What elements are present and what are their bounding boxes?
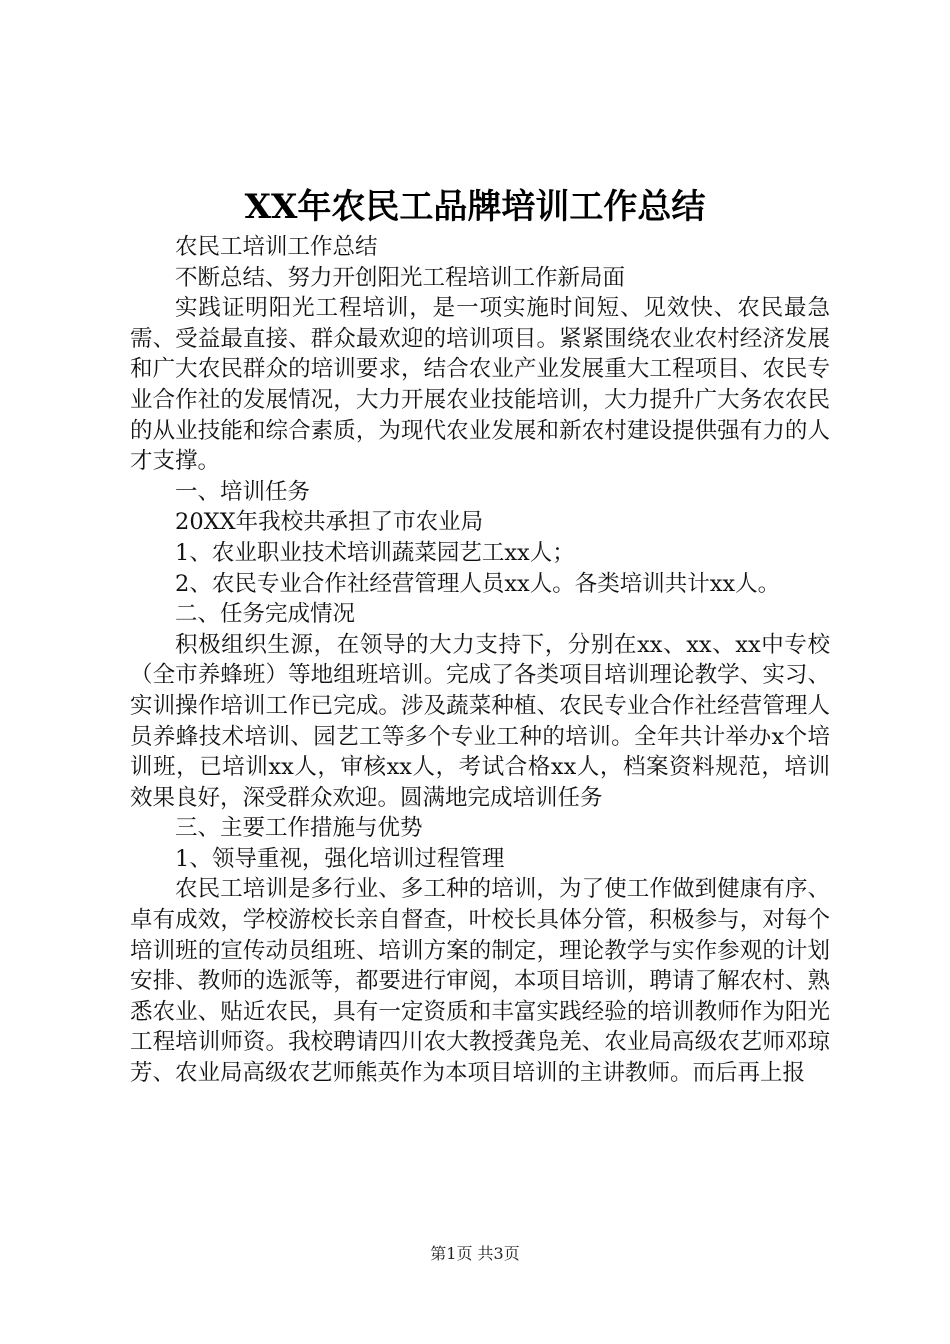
paragraph-task-item-2: 2、农民专业合作社经营管理人员xx人。各类培训共计xx人。 <box>175 570 781 597</box>
section-heading-measures: 三、主要工作措施与优势 <box>175 815 423 842</box>
paragraph-task-item-1: 1、农业职业技术培训蔬菜园艺工xx人； <box>175 539 575 566</box>
document-title: XX年农民工品牌培训工作总结 <box>244 187 706 227</box>
page-number-footer: 第1页 共3页 <box>430 1244 520 1263</box>
paragraph-leadership: 农民工培训是多行业、多工种的培训，为了使工作做到健康有序、卓有成效，学校游校长亲自督查，叶校长具体分管，积极参与，对每个培训班的宣传动员组班、培训方案的制定，理论教学与实作参观的计划安排、教师的选派等，都要进行审阅，本项目培训，聘请了解农村、熟悉农业、贴近农民，具有一定资质和丰富实践经验的培训教师作为阳光工程培训师资。我校聘请四川农大教授龚凫羌、农业局高级农艺师邓琼芳、农业局高级农艺师熊英作为本项目培训的主讲教师。而后再上报 <box>130 876 830 1087</box>
paragraph-intro: 实践证明阳光工程培训，是一项实施时间短、见效快、农民最急需、受益最直接、群众最欢迎的培训项目。紧紧围绕农业农村经济发展和广大农民群众的培训要求，结合农业产业发展重大工程项目、农民专业合作社的发展情况，大力开展农业技能培训，大力提升广大务农农民的从业技能和综合素质，为现代农业发展和新农村建设提供强有力的人才支撑。 <box>130 295 830 475</box>
paragraph-heading-summary: 不断总结、努力开创阳光工程培训工作新局面 <box>175 264 626 291</box>
paragraph-completion: 积极组织生源，在领导的大力支持下，分别在xx、xx、xx中专校（全市养蜂班）等地组班培训。完成了各类项目培训理论教学、实习、实训操作培训工作已完成。涉及蔬菜种植、农民专业合作社经营管理人员养蜂技术培训、园艺工等多个专业工种的培训。全年共计举办x个培训班，已培训xx人，审核xx人，考试合格xx人，档案资料规范，培训效果良好，深受群众欢迎。圆满地完成培训任务 <box>130 631 830 811</box>
document-body <box>130 232 830 1089</box>
section-heading-training-tasks: 一、培训任务 <box>175 478 311 505</box>
subsection-heading-leadership: 1、领导重视，强化培训过程管理 <box>175 845 505 872</box>
paragraph-tasks-intro: 20XX年我校共承担了市农业局 <box>175 509 484 536</box>
section-heading-completion: 二、任务完成情况 <box>175 601 356 628</box>
paragraph-subtitle: 农民工培训工作总结 <box>175 234 378 260</box>
